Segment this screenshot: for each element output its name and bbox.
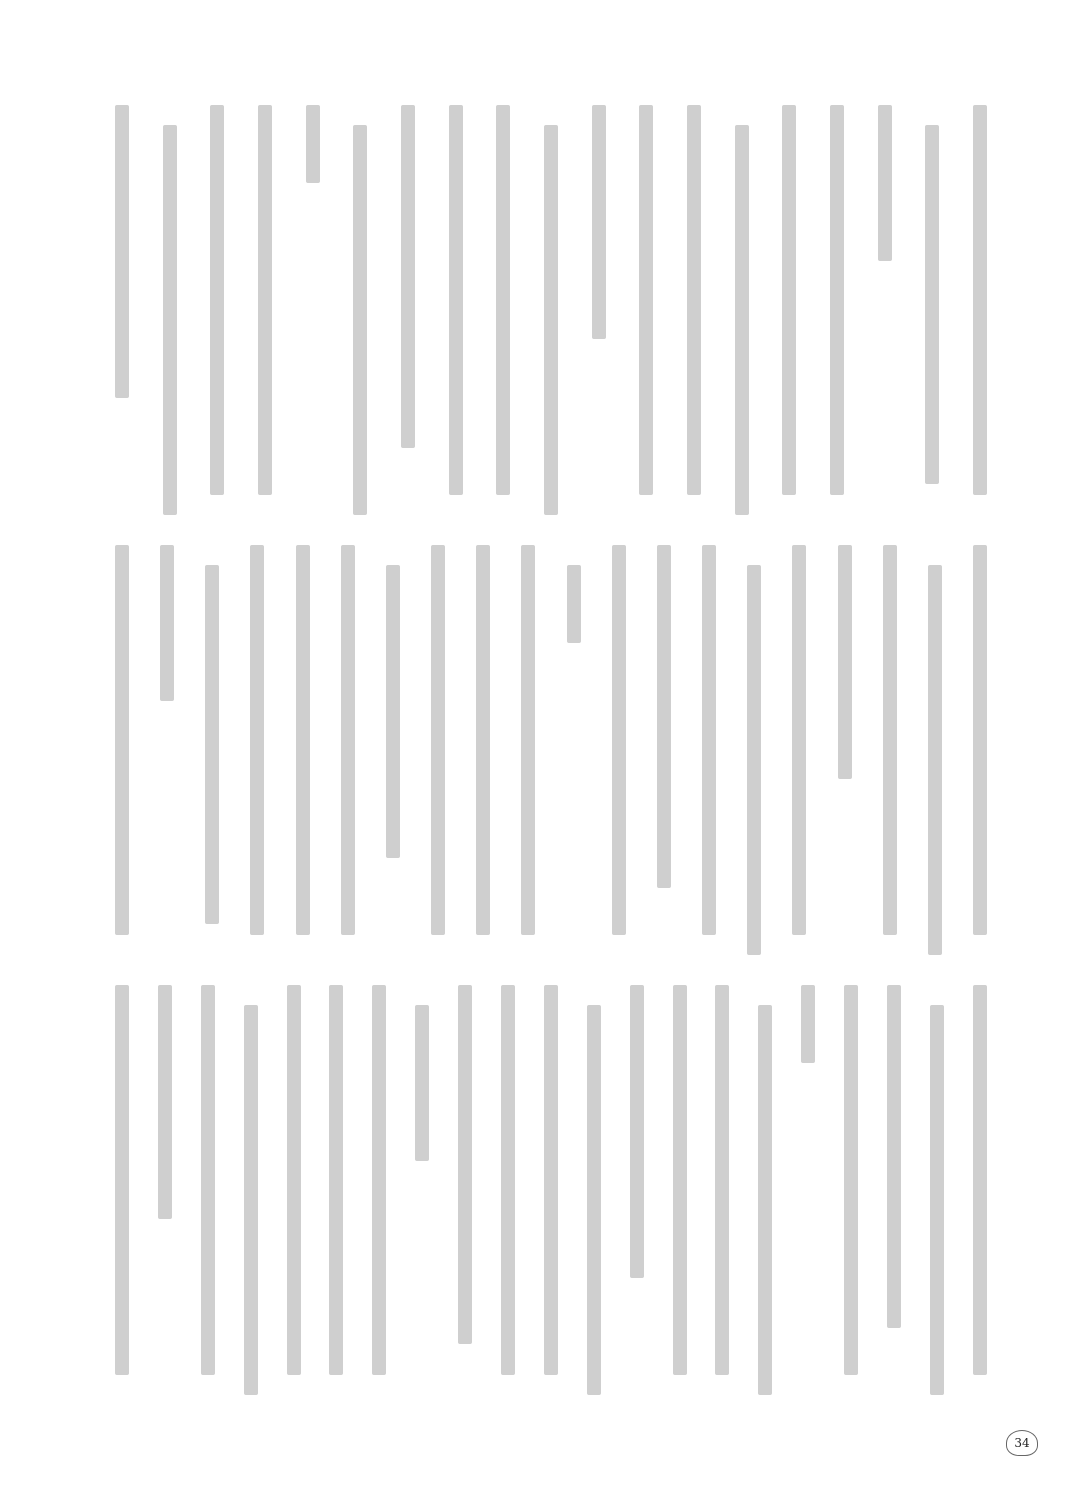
redacted-text-line	[163, 125, 177, 515]
text-column	[841, 985, 861, 1385]
text-column	[755, 985, 775, 1385]
redacted-text-line	[657, 545, 671, 888]
text-column	[884, 985, 904, 1385]
text-column	[925, 545, 945, 945]
text-column	[473, 545, 493, 945]
text-column	[446, 105, 466, 505]
text-block-top	[112, 105, 990, 505]
text-column	[255, 105, 275, 505]
redacted-text-line	[587, 1005, 601, 1395]
text-column	[303, 105, 323, 505]
redacted-text-line	[747, 565, 761, 955]
redacted-text-line	[715, 985, 729, 1375]
redacted-text-line	[883, 545, 897, 935]
redacted-text-line	[158, 985, 172, 1219]
text-column	[338, 545, 358, 945]
redacted-text-line	[639, 105, 653, 495]
text-column	[589, 105, 609, 505]
text-column	[207, 105, 227, 505]
redacted-text-line	[973, 545, 987, 935]
text-column	[284, 985, 304, 1385]
text-column	[398, 105, 418, 505]
text-column	[383, 545, 403, 945]
redacted-text-line	[244, 1005, 258, 1395]
redacted-text-line	[925, 125, 939, 484]
redacted-text-line	[973, 105, 987, 495]
text-column	[684, 105, 704, 505]
text-column	[369, 985, 389, 1385]
redacted-text-line	[673, 985, 687, 1375]
redacted-text-line	[250, 545, 264, 935]
text-column	[455, 985, 475, 1385]
redacted-text-line	[296, 545, 310, 935]
text-column	[198, 985, 218, 1385]
redacted-text-line	[205, 565, 219, 924]
redacted-text-line	[630, 985, 644, 1278]
text-column	[922, 105, 942, 505]
redacted-text-line	[160, 545, 174, 701]
redacted-text-line	[287, 985, 301, 1375]
redacted-text-line	[353, 125, 367, 515]
text-column	[712, 985, 732, 1385]
redacted-text-line	[567, 565, 581, 643]
text-column	[541, 105, 561, 505]
redacted-text-line	[496, 105, 510, 495]
text-column	[518, 545, 538, 945]
redacted-text-line	[838, 545, 852, 779]
redacted-text-line	[341, 545, 355, 935]
redacted-text-line	[844, 985, 858, 1375]
text-column	[789, 545, 809, 945]
text-column	[412, 985, 432, 1385]
text-column	[157, 545, 177, 945]
redacted-text-line	[501, 985, 515, 1375]
redacted-text-line	[210, 105, 224, 495]
text-column	[326, 985, 346, 1385]
redacted-text-line	[758, 1005, 772, 1395]
text-column	[654, 545, 674, 945]
page-number: 34	[1006, 1430, 1038, 1456]
redacted-text-line	[386, 565, 400, 858]
text-column	[827, 105, 847, 505]
text-column	[875, 105, 895, 505]
redacted-text-line	[928, 565, 942, 955]
redacted-text-line	[687, 105, 701, 495]
redacted-text-line	[431, 545, 445, 935]
text-column	[112, 545, 132, 945]
text-column	[732, 105, 752, 505]
text-column	[112, 985, 132, 1385]
redacted-text-line	[115, 985, 129, 1375]
redacted-text-line	[592, 105, 606, 339]
redacted-text-line	[201, 985, 215, 1375]
redacted-text-line	[415, 1005, 429, 1161]
text-column	[564, 545, 584, 945]
redacted-text-line	[544, 125, 558, 515]
text-column	[112, 105, 132, 505]
redacted-text-line	[782, 105, 796, 495]
redacted-text-line	[801, 985, 815, 1063]
text-column	[744, 545, 764, 945]
text-column	[970, 105, 990, 505]
text-column	[155, 985, 175, 1385]
redacted-text-line	[830, 105, 844, 495]
redacted-text-line	[612, 545, 626, 935]
text-column	[779, 105, 799, 505]
redacted-text-line	[878, 105, 892, 261]
text-column	[241, 985, 261, 1385]
redacted-text-line	[702, 545, 716, 935]
redacted-text-line	[329, 985, 343, 1375]
text-column	[970, 985, 990, 1385]
redacted-text-line	[735, 125, 749, 515]
text-column	[584, 985, 604, 1385]
text-column	[636, 105, 656, 505]
text-column	[498, 985, 518, 1385]
text-block-middle	[112, 545, 990, 945]
redacted-text-line	[401, 105, 415, 448]
redacted-text-line	[476, 545, 490, 935]
redacted-text-line	[449, 105, 463, 495]
text-column	[880, 545, 900, 945]
text-column	[627, 985, 647, 1385]
text-column	[970, 545, 990, 945]
redacted-text-line	[372, 985, 386, 1375]
text-column	[609, 545, 629, 945]
redacted-text-line	[115, 545, 129, 935]
text-column	[927, 985, 947, 1385]
redacted-text-line	[458, 985, 472, 1344]
redacted-text-line	[973, 985, 987, 1375]
text-column	[798, 985, 818, 1385]
text-column	[699, 545, 719, 945]
text-column	[247, 545, 267, 945]
text-column	[541, 985, 561, 1385]
text-column	[428, 545, 448, 945]
redacted-text-line	[792, 545, 806, 935]
redacted-text-line	[306, 105, 320, 183]
text-column	[293, 545, 313, 945]
redacted-text-line	[115, 105, 129, 398]
redacted-text-line	[258, 105, 272, 495]
redacted-text-line	[930, 1005, 944, 1395]
text-column	[160, 105, 180, 505]
redacted-text-line	[521, 545, 535, 935]
redacted-text-line	[887, 985, 901, 1328]
text-column	[350, 105, 370, 505]
text-column	[835, 545, 855, 945]
text-column	[670, 985, 690, 1385]
text-block-bottom	[112, 985, 990, 1385]
text-column	[493, 105, 513, 505]
text-column	[202, 545, 222, 945]
redacted-text-line	[544, 985, 558, 1375]
